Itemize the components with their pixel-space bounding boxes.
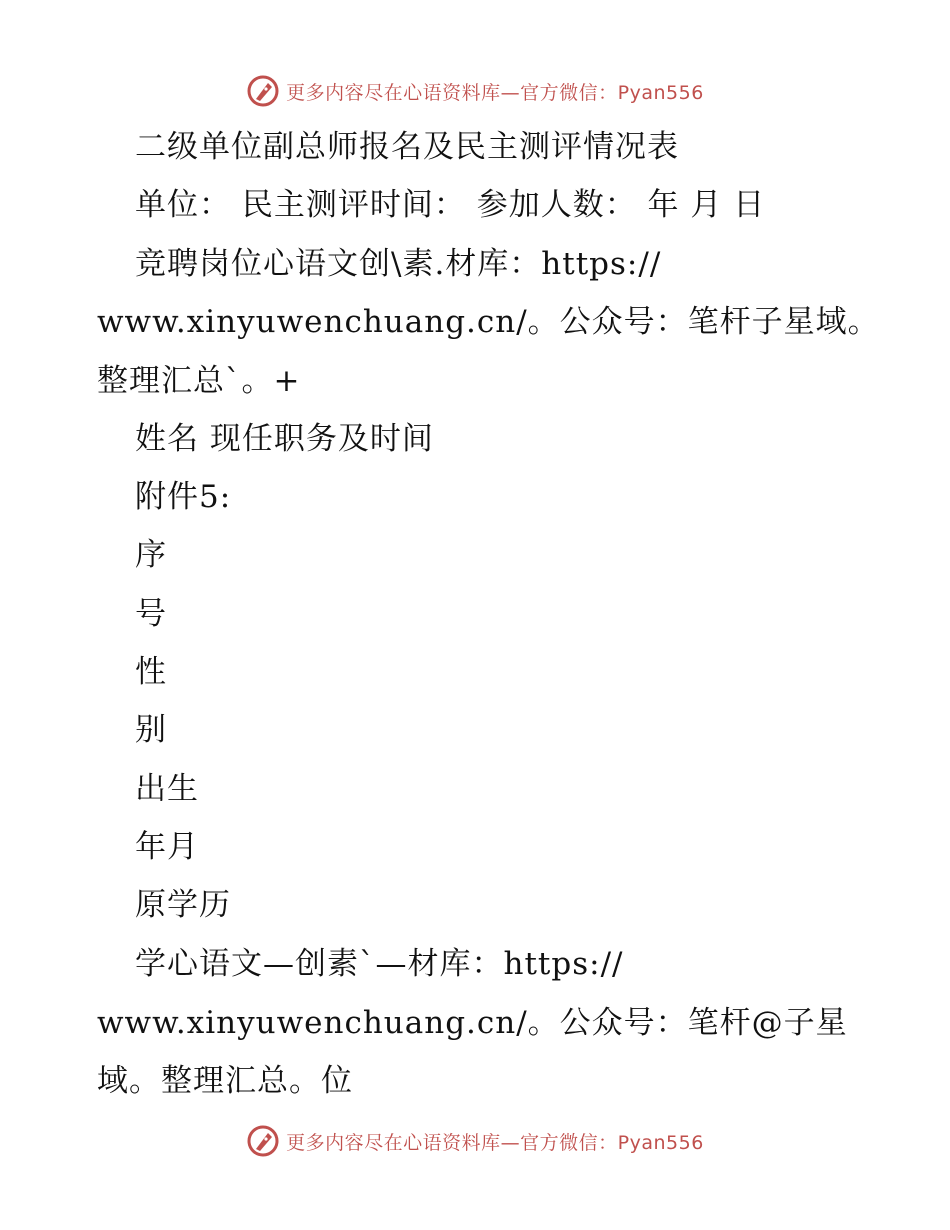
table-cell-text: 性 — [135, 654, 167, 690]
body-line: 学心语文—创素`—材库：https:// — [135, 946, 624, 982]
body-line: www.xinyuwenchuang.cn/。公众号：笔杆子星域。 — [97, 304, 880, 340]
footer-banner-text: 更多内容尽在心语资料库—官方微信：Pyan556 — [286, 1131, 704, 1154]
unit-info-line: 单位： 民主测评时间： 参加人数： 年 月 日 — [135, 187, 766, 223]
body-line: 竞聘岗位心语文创\素.材库：https:// — [135, 246, 662, 282]
table-cell-text: 原学历 — [135, 887, 231, 923]
table-cell-text: 出生 — [135, 771, 199, 807]
attachment-label: 附件5: — [135, 479, 232, 515]
body-line: 域。整理汇总。位 — [97, 1063, 353, 1099]
table-cell-text: 序 — [135, 537, 167, 573]
header-watermark-banner — [0, 71, 950, 111]
body-line: www.xinyuwenchuang.cn/。公众号：笔杆@子星 — [97, 1005, 848, 1041]
table-cell-text: 年月 — [135, 829, 199, 865]
body-line: 整理汇总`。+ — [97, 363, 301, 399]
document-title: 二级单位副总师报名及民主测评情况表 — [135, 129, 679, 165]
pen-nib-logo-icon — [246, 1124, 280, 1158]
table-cell-text: 别 — [135, 712, 167, 748]
pen-nib-logo-icon — [246, 74, 280, 108]
footer-watermark-banner — [0, 1121, 950, 1161]
table-header-line: 姓名 现任职务及时间 — [135, 421, 434, 457]
header-banner-text: 更多内容尽在心语资料库—官方微信：Pyan556 — [286, 81, 704, 104]
table-cell-text: 号 — [135, 596, 167, 632]
